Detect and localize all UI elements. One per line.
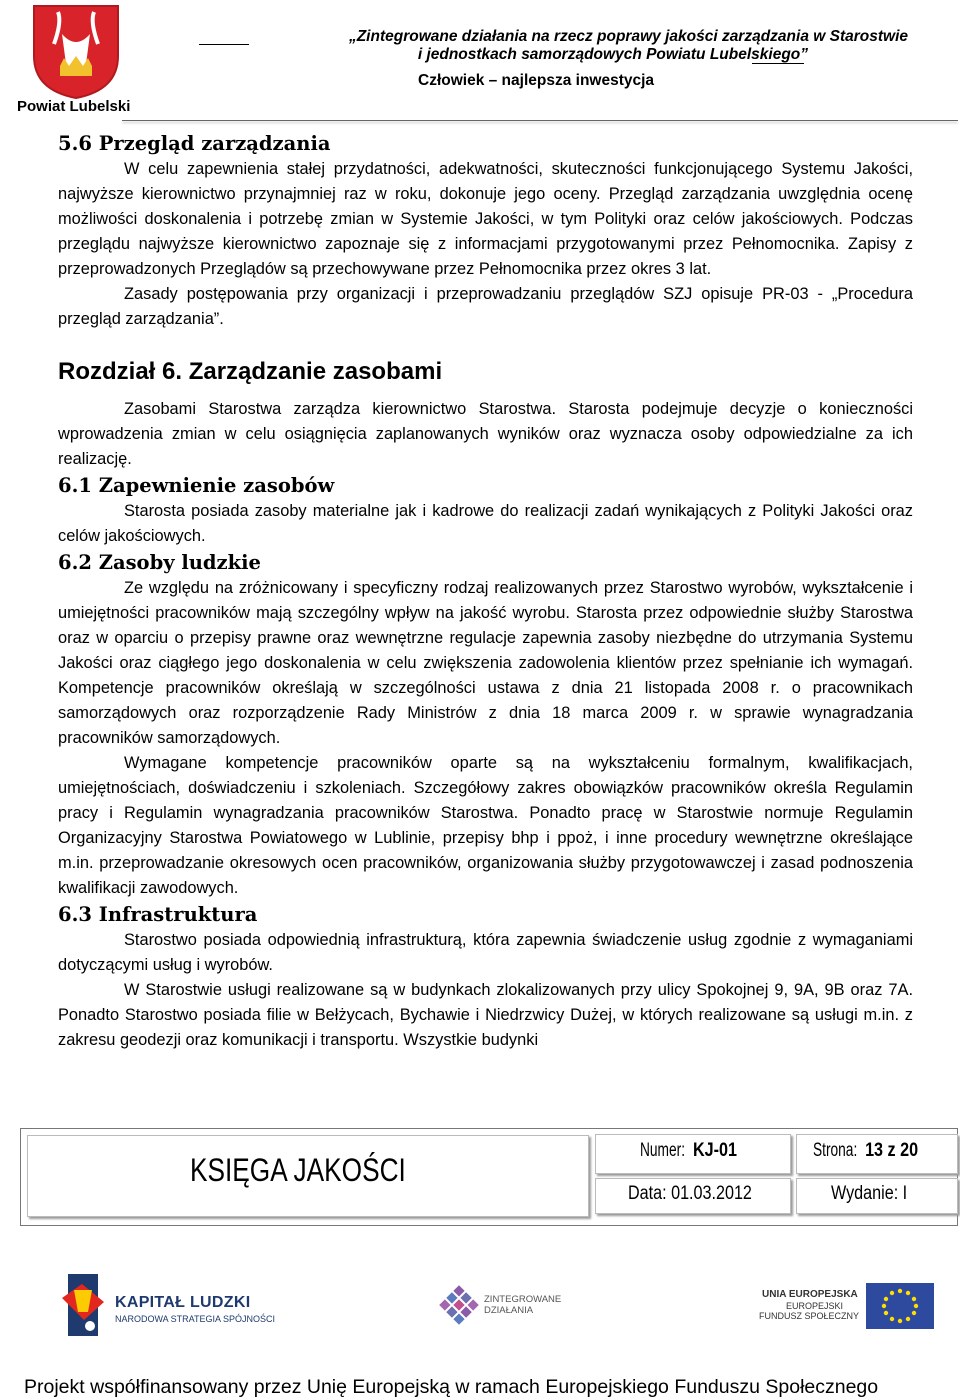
footer-wydanie-cell (796, 1178, 958, 1214)
paragraph: W Starostwie usługi realizowane są w budynkach zlokalizowanych przy ulicy Spokojnej 9, 9A, 9B oraz 7A. Ponadto Starostwo posiada filie w Bełżycach, Bychawie i Niedrzwicy Dużej, w których realizowane są usługi m.in. z zakresu geodezji oraz komunikacji i transportu. Wszystkie budynki (58, 981, 913, 1049)
eu-label-line2: EUROPEJSKI (786, 1301, 844, 1311)
footer-numer-cell (595, 1134, 791, 1174)
header-rule (122, 120, 958, 121)
footer-title: KSIĘGA JAKOŚCI (190, 1152, 406, 1188)
kapital-ludzki-title: KAPITAŁ LUDZKI (115, 1294, 251, 1311)
zintegrowane-line1: ZINTEGROWANE (484, 1294, 562, 1305)
section-title-6-1: 6.1 Zapewnienie zasobów (58, 474, 335, 497)
paragraph: Wymagane kompetencje pracowników oparte są na wykształceniu formalnym, kwalifikacjach, umiejętnościach, doświadczeniu i szkoleniach. Szczegółowy zakres obowiązków pracowników określa Regulamin pracy i Regulamin wynagradzania pracowników Starostwa. Ponadto pracę w Starostwie normuje Regulamin Organizacyjny Starostwa Powiatowego w Lublinie, przepisy bhp i ppoż, i inne procedury wewnętrzne określające m.in. przeprowadzanie okresowych ocen pracowników, organizowania służby przygotowawczej i zasad podnoszenia kwalifikacji zawodowych. (58, 754, 913, 897)
footer-strona-value: 13 z 20 (865, 1140, 919, 1161)
kapital-ludzki-logo (58, 1270, 108, 1340)
footer-numer-value: KJ-01 (692, 1140, 737, 1161)
header-project-line2: i jednostkach samorządowych Powiatu Lubelskiego” (417, 46, 808, 63)
header-underline-right (752, 63, 804, 64)
zintegrowane-line2: DZIAŁANIA (484, 1305, 534, 1316)
footer-data-cell (595, 1178, 791, 1214)
eu-flag-icon (866, 1283, 934, 1329)
header-tagline: Człowiek – najlepsza inwestycja (418, 72, 655, 89)
eu-label-line3: FUNDUSZ SPOŁECZNY (759, 1311, 860, 1321)
document-body (58, 130, 913, 1053)
header-underline-left (199, 44, 249, 45)
paragraph: Starostwo posiada odpowiednią infrastrukturą, która zapewnia świadczenie usług zgodnie z wymaganiami dotyczącymi usług i wyrobów. (58, 931, 913, 974)
footer-numer-label: Numer: (640, 1140, 686, 1161)
kapital-ludzki-subtitle: NARODOWA STRATEGIA SPÓJNOŚCI (115, 1314, 276, 1324)
footer-strona-label: Strona: (813, 1140, 858, 1161)
footer-wydanie: Wydanie: I (831, 1183, 908, 1204)
footer-data: Data: 01.03.2012 (628, 1183, 752, 1204)
zintegrowane-dzialania-logo (437, 1283, 481, 1327)
paragraph: W celu zapewnienia stałej przydatności, adekwatności, skuteczności funkcjonującego Systemu Jakości, najwyższe kierownictwo przynajmniej raz w roku, dokonuje jego oceny. Przegląd zarządzania uwzględnia ocenę możliwości doskonalenia i potrzebę zmian w Systemie Jakości, w tym Polityki oraz celów jakościowych. Podczas przeglądu najwyższe kierownictwo zapoznaje się z informacjami przygotowanymi przez Pełnomocnika. Zapisy z przeprowadzonych Przeglądów są przechowywane przez Pełnomocnika przez okres 3 lat. (58, 160, 913, 278)
paragraph: Starosta posiada zasoby materialne jak i kadrowe do realizacji zadań wynikających z Polityki Jakości oraz celów jakościowych. (58, 502, 913, 545)
powiat-crest-logo (32, 4, 120, 100)
section-title-6-2: 6.2 Zasoby ludzkie (58, 551, 261, 574)
header-project-line1: „Zintegrowane działania na rzecz poprawy jakości zarządzania w Starostwie (348, 28, 908, 45)
paragraph: Ze względu na zróżnicowany i specyficzny rodzaj realizowanych przez Starostwo wyrobów, wykształcenie i umiejętności pracowników mają szczególny wpływ na jakość wyrobu. Starosta przez odpowiednie służby Starostwa oraz w oparciu o przepisy prawne oraz wewnętrzne regulacje zapewnia zasoby niezbędne do utrzymania Systemu Jakości oraz ciągłego jego doskonalenia w celu zwiększenia zadowolenia klientów przez spełnianie ich wymagań. Kompetencje pracowników określają w szczególności ustawa z dnia 21 listopada 2008 r. o pracownikach samorządowych oraz rozporządzenie Rady Ministrów z dnia 18 marca 2009 r. w sprawie wynagradzania pracowników samorządowych. (58, 579, 913, 747)
paragraph: Zasobami Starostwa zarządza kierownictwo Starostwa. Starosta podejmuje decyzje o konieczności wprowadzenia zmian w celu osiągnięcia zaplanowanych wyników oraz wyznacza osoby odpowiedzialne za ich realizację. (58, 400, 913, 468)
paragraph: Zasady postępowania przy organizacji i przeprowadzaniu przeglądów SZJ opisuje PR-03 - „Procedura przegląd zarządzania”. (58, 285, 913, 328)
section-title-5-6: 5.6 Przegląd zarządzania (58, 132, 331, 155)
eu-label-line1: UNIA EUROPEJSKA (762, 1289, 858, 1300)
crest-label: Powiat Lubelski (17, 98, 131, 115)
footer-strona-cell (796, 1134, 958, 1174)
zintegrowane-dzialania-text (484, 1294, 561, 1316)
cofinancing-statement: Projekt współfinansowany przez Unię Europejską w ramach Europejskiego Funduszu Społecznego (24, 1376, 879, 1398)
chapter-title-6: Rozdział 6. Zarządzanie zasobami (58, 358, 443, 385)
section-title-6-3: 6.3 Infrastruktura (58, 903, 258, 926)
